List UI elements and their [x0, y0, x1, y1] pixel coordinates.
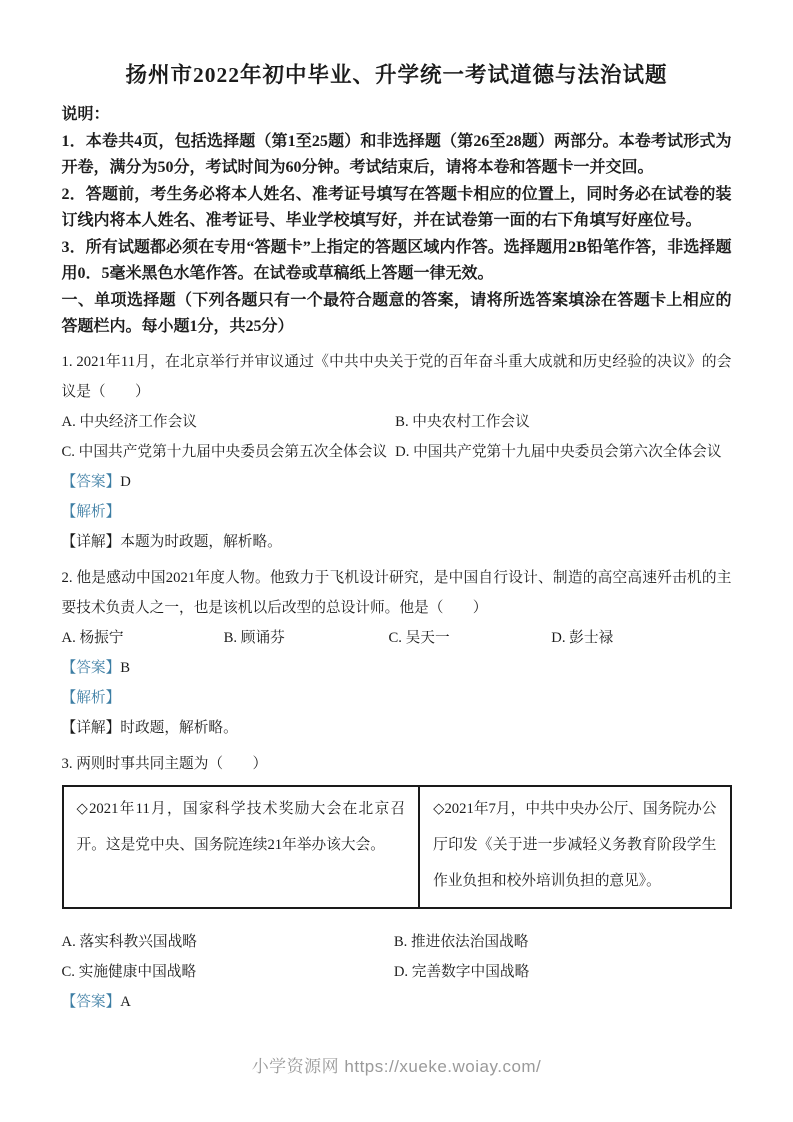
note-1: 1．本卷共4页，包括选择题（第1至25题）和非选择题（第26至28题）两部分。本卷考试形式为开卷，满分为50分，考试时间为60分钟。考试结束后，请将本卷和答题卡一并交回。: [61, 132, 732, 176]
question-1: [62, 347, 732, 557]
question-2-stem: 2. 他是感动中国2021年度人物。他致力于飞机设计研究，是中国自行设计、制造的高空高速歼击机的主要技术负责人之一，也是该机以后改型的总设计师。他是（ ）: [61, 569, 732, 616]
detail-label: 【详解】: [61, 533, 121, 550]
answer-value: B: [120, 659, 131, 676]
section-heading: 一、单项选择题（下列各题只有一个最符合题意的答案，请将所选答案填涂在答题卡上相应的答题栏内。每小题1分，共25分）: [61, 291, 732, 335]
question-3-options: [62, 927, 732, 987]
answer-label: 【答案】: [61, 659, 121, 676]
detail-label: 【详解】: [61, 719, 121, 736]
answer-value: A: [120, 993, 131, 1010]
option-d: D. 中国共产党第十九届中央委员会第六次全体会议: [395, 443, 722, 460]
question-1-stem: 1. 2021年11月，在北京举行并审议通过《中共中央关于党的百年奋斗重大成就和历史经验的决议》的会议是（ ）: [61, 353, 732, 400]
option-c: C. 中国共产党第十九届中央委员会第五次全体会议: [61, 443, 388, 460]
question-3-news-table: [62, 785, 732, 909]
question-3: [62, 749, 732, 1017]
note-3: 3．所有试题都必须在专用“答题卡”上指定的答题区域内作答。选择题用2B铅笔作答，非选择题用0．5毫米黑色水笔作答。在试卷或草稿纸上答题一律无效。: [61, 238, 732, 282]
footer-text: 小学资源网 https://xueke.woiay.com/: [251, 1057, 542, 1076]
news-item-right: ◇2021年7月，中共中央办公厅、国务院办公厅印发《关于进一步减轻义务教育阶段学生作业负担和校外培训负担的意见》。: [419, 786, 730, 908]
option-d: D. 彭士禄: [551, 629, 614, 646]
analysis-row: [62, 683, 732, 713]
answer-label: 【答案】: [61, 993, 121, 1010]
answer-row: [62, 987, 732, 1017]
analysis-label: 【解析】: [61, 503, 121, 520]
question-3-stem: 3. 两则时事共同主题为（ ）: [61, 755, 268, 772]
question-2-options: [62, 623, 732, 653]
answer-row: [62, 467, 732, 497]
notes-label: 说明：: [61, 106, 110, 123]
analysis-row: [62, 497, 732, 527]
news-item-left: ◇2021年11月，国家科学技术奖励大会在北京召开。这是党中央、国务院连续21年举办该大会。: [63, 786, 420, 908]
table-row: [63, 786, 731, 908]
option-c: C. 吴天一: [388, 629, 450, 646]
option-d: D. 完善数字中国战略: [393, 963, 530, 980]
detail-text: 时政题，解析略。: [120, 719, 238, 736]
option-c: C. 实施健康中国战略: [61, 963, 197, 980]
option-a: A. 落实科教兴国战略: [61, 933, 197, 950]
answer-value: D: [120, 473, 131, 490]
note-2: 2．答题前，考生务必将本人姓名、准考证号填写在答题卡相应的位置上，同时务必在试卷的装订线内将本人姓名、准考证号、毕业学校填写好，并在试卷第一面的右下角填写好座位号。: [61, 185, 732, 229]
option-b: B. 推进依法治国战略: [393, 933, 529, 950]
question-1-options: [62, 407, 732, 467]
question-2: [62, 563, 732, 743]
detail-row: [62, 527, 732, 557]
answer-label: 【答案】: [61, 473, 121, 490]
option-a: A. 杨振宁: [61, 629, 124, 646]
analysis-label: 【解析】: [61, 689, 121, 706]
answer-row: [62, 653, 732, 683]
page-title: 扬州市2022年初中毕业、升学统一考试道德与法治试题: [125, 63, 668, 87]
option-b: B. 顾诵芬: [223, 629, 285, 646]
detail-row: [62, 713, 732, 743]
exam-document: [62, 0, 732, 1017]
option-a: A. 中央经济工作会议: [61, 413, 197, 430]
detail-text: 本题为时政题，解析略。: [120, 533, 282, 550]
option-b: B. 中央农村工作会议: [395, 413, 530, 430]
footer-watermark: [0, 1052, 793, 1077]
